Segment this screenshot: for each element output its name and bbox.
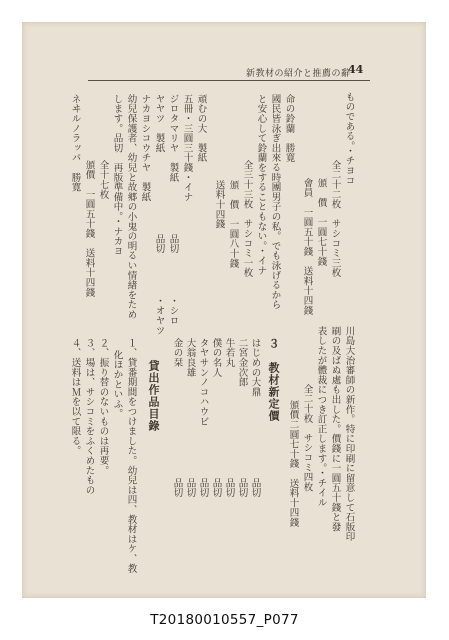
text-column: 全十七枚 — [97, 160, 109, 200]
text-column: 表したが體裁につき訂正します。・チイル — [315, 326, 327, 508]
text-column: ジロタマリヤ 製紙 — [167, 94, 179, 183]
text-column: と安心して鈴蘭をすることもない。・イナ — [255, 94, 267, 276]
status-label: 品切 — [197, 478, 209, 498]
list-item: 二宮金次郎 — [236, 338, 248, 387]
text-column: 國民皆泳ぎ出來る時團男子の私。でも泳げるから — [269, 94, 281, 310]
note-text: 化ほかといふ。 — [111, 350, 123, 419]
running-header: 新教材の紹介と推薦の辭 — [246, 69, 351, 79]
text-column: 全三十三枚 サシコミ一枚 — [241, 160, 253, 278]
status-label: ・シロ — [167, 296, 179, 326]
text-column: 幼兒保護者、幼兒と故郷の小鬼の明るい情緖をため — [125, 94, 137, 320]
header-rule — [88, 80, 370, 81]
section-title: 貸出作品目錄 — [147, 360, 160, 432]
note-text: ２、振り替のないものは再要。 — [97, 338, 109, 476]
text-column: 頒 價 一圓七十錢 — [315, 178, 327, 267]
list-item: 大翁良雄 — [184, 338, 196, 378]
text-column: 五冊・三圓三十錢・イナ — [181, 94, 193, 202]
text-column: 頒 價 一圓八十錢 — [227, 180, 239, 269]
text-column: 全二十二枚 サシコミ三枚 — [329, 160, 341, 278]
list-item: 金の栞 — [171, 338, 183, 368]
text-column: ネヰルノラッパ 勝寛 — [69, 94, 81, 192]
text-column: 川島大治審師の新作。特に印刷に留意して石版印 — [343, 326, 355, 542]
list-item: 牛若丸 — [223, 338, 235, 368]
text-column: 全二十枚 サシコミ四枚 — [301, 384, 313, 492]
status-label: ・オヤツ — [153, 296, 165, 336]
note-text: ４、送料はＭを以て限る。 — [69, 338, 81, 456]
page-number: 44 — [348, 63, 364, 76]
note-text: １、貸番期間をつけました。幼兒は四、教材はケ、教 — [125, 338, 137, 574]
text-column: 會員 一圓五十錢 送料十四錢 — [301, 178, 313, 316]
status-label: 品切 — [210, 478, 222, 498]
note-text: ３、場は、サシコミをふくめたもの — [83, 338, 95, 495]
text-column: 刷の及ばぬ處も出した。價錢に一圓五十錢と發 — [329, 326, 341, 532]
list-item: タヤサンノコハウビ — [197, 338, 209, 427]
status-label: 品切 — [171, 478, 183, 498]
text-column: 命の鈴蘭 勝寛 — [283, 94, 295, 163]
text-column: 頒價二圓七十錢 送料十四錢 — [287, 400, 299, 528]
text-column: ものである。・チヨコ — [343, 92, 355, 186]
text-column: 頑むの大 製紙 — [195, 94, 207, 163]
status-label: 品切 — [167, 234, 179, 254]
status-label: 品切 — [153, 234, 165, 254]
status-label: 品切 — [184, 478, 196, 498]
text-column: ヤヤツ 製紙 — [153, 94, 165, 153]
text-column: します。品切 再版準備中。・ナカヨ — [111, 94, 123, 256]
list-item: 僕の名人 — [210, 338, 222, 378]
book-page — [22, 22, 426, 598]
section-heading: ３ 教材新定價 — [267, 338, 280, 422]
status-label: 品切 — [236, 478, 248, 498]
text-column: 頒價 一圓五十錢 送料十四錢 — [83, 160, 95, 298]
text-column: 送料十四錢 — [213, 180, 225, 229]
text-column: ナカヨシコウチヤ 製紙 — [139, 94, 151, 202]
list-item: はじめの大鼎 — [249, 338, 261, 397]
status-label: 品切 — [223, 478, 235, 498]
image-caption: T20180010557_P077 — [150, 612, 299, 628]
status-label: 品切 — [249, 478, 261, 498]
